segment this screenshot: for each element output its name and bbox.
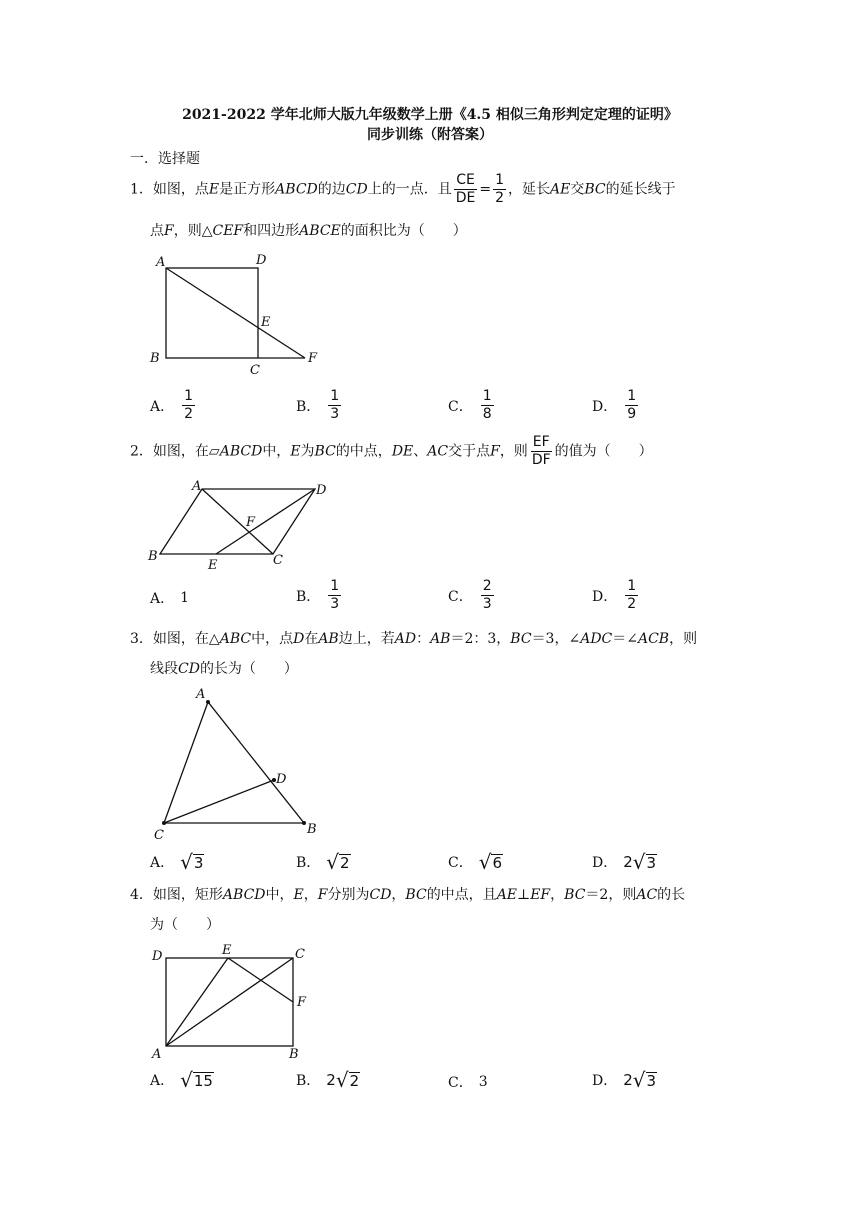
point-c (162, 821, 166, 825)
label-c: C (154, 828, 164, 842)
option-c[interactable]: C． √ 6 (448, 850, 503, 874)
option-b[interactable]: B． $\frac{1}{3}$ (296, 388, 340, 422)
question-1-figure (140, 248, 340, 378)
option-a[interactable]: A． √ 15 (150, 1068, 213, 1092)
option-c[interactable]: C． $\frac{2}{3}$ (448, 578, 492, 612)
label-e: E (222, 943, 232, 958)
question-3-options (150, 852, 670, 876)
question-1-options (150, 388, 670, 428)
line-ac (166, 958, 293, 1046)
square-abcd (166, 268, 258, 358)
label-f: F (246, 515, 256, 530)
diagonal-ac (202, 489, 273, 554)
question-3-figure (140, 682, 340, 842)
label-e: E (261, 315, 271, 330)
label-d: D (316, 483, 327, 498)
section-heading: 一．选择题 (130, 151, 200, 167)
question-2-figure (140, 478, 340, 574)
option-d[interactable]: D． $\frac{1}{2}$ (592, 578, 637, 612)
option-d[interactable]: D． $\frac{1}{9}$ (592, 388, 637, 422)
option-a[interactable]: A． $\frac{1}{2}$ (150, 388, 194, 422)
question-4-line1: 4．如图，矩形ABCD中，E，F分别为CD，BC的中点，且AE⊥EF，BC＝2，则AC的长 (130, 887, 686, 903)
question-4-figure (140, 938, 340, 1062)
option-a[interactable]: A． 1 (150, 590, 190, 607)
label-a: A (152, 1047, 162, 1062)
label-c: C (273, 553, 283, 568)
label-d: D (276, 772, 287, 787)
label-c: C (295, 947, 305, 962)
line-de (216, 489, 315, 554)
option-a[interactable]: A． √ 3 (150, 850, 204, 874)
question-3-line1: 3．如图，在△ABC中，点D在AB边上，若AD：AB＝2：3，BC＝3，∠ADC＝∠ACB，则 (130, 631, 698, 647)
label-b: B (150, 351, 160, 366)
label-d: D (256, 253, 267, 268)
option-c[interactable]: C． $\frac{1}{8}$ (448, 388, 492, 422)
question-4-options (150, 1070, 670, 1094)
doc-title-line1: 2021-2022 学年北师大版九年级数学上册《4.5 相似三角形判定定理的证明》 (182, 107, 678, 123)
label-a: A (156, 255, 166, 270)
question-3-line2: 线段CD的长为（ ） (150, 661, 298, 677)
option-d[interactable]: D． 2 √ 3 (592, 1068, 657, 1092)
question-2-line1: 2．如图，在▱ABCD中，E为BC的中点，DE、AC交于点F，则 $\frac{EF}{DF}$ 的值为（ ） (130, 434, 653, 468)
label-e: E (208, 558, 218, 573)
given-ratio-fraction: $\frac{CE}{DE}$ (455, 172, 476, 206)
option-c[interactable]: C． 3 (448, 1074, 488, 1091)
label-c: C (250, 363, 260, 378)
label-b: B (289, 1047, 299, 1062)
option-d[interactable]: D． 2 √ 3 (592, 850, 657, 874)
line-af (166, 268, 305, 358)
line-ae (166, 958, 228, 1046)
point-a (206, 700, 210, 704)
question-2-options (150, 578, 670, 618)
label-f: F (297, 995, 307, 1010)
given-value-fraction: $\frac{1}{2}$ (495, 172, 504, 206)
doc-title-line2: 同步训练（附答案） (367, 127, 493, 143)
option-b[interactable]: B． 2 √ 2 (296, 1068, 360, 1092)
label-a: A (192, 479, 202, 494)
label-d: D (152, 949, 163, 964)
question-1-line2: 点F，则△CEF和四边形ABCE的面积比为（ ） (150, 223, 467, 239)
question-4-line2: 为（ ） (150, 917, 220, 933)
point-b (302, 821, 306, 825)
label-b: B (148, 549, 158, 564)
label-a: A (196, 687, 206, 702)
option-b[interactable]: B． √ 2 (296, 850, 350, 874)
label-b: B (307, 822, 317, 837)
triangle-abc (164, 702, 304, 823)
question-1-line1: 1．如图，点E是正方形ABCD的边CD上的一点．且 $\frac{CE}{DE}$ = $\frac{1}{2}$ ，延长AE交BC的延长线于 (130, 172, 676, 206)
option-b[interactable]: B． $\frac{1}{3}$ (296, 578, 340, 612)
label-f: F (308, 351, 318, 366)
line-cd (164, 780, 274, 823)
ratio-fraction: $\frac{EF}{DF}$ (531, 434, 551, 468)
